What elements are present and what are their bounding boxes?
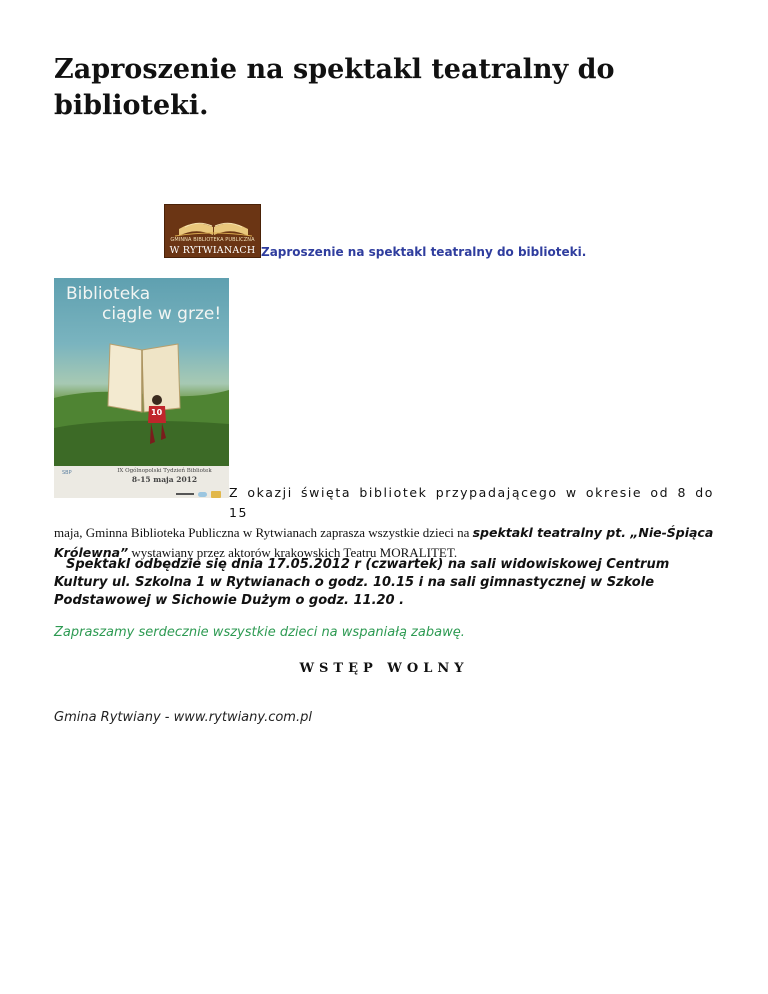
event-poster bbox=[54, 278, 229, 498]
library-logo bbox=[164, 204, 261, 258]
page-title: Zaproszenie na spektakl teatralny do biblioteki. bbox=[54, 54, 615, 121]
performance-details: Spektakl odbędzie się dnia 17.05.2012 r (czwartek) na sali widowiskowej Centrum Kultury ul. Szkolna 1 w Rytwianach o godz. 10.15 i na sali gimnastycznej w Szkole Podstawowej w Sichowie Dużym o godz. 11.20 . bbox=[54, 557, 670, 608]
intro-text-after: wystawiany przez aktorów krakowskich Teatru MORALITET. bbox=[128, 545, 458, 560]
logo-text-line2: W RYTWIANACH bbox=[169, 245, 256, 256]
poster-title-line1: Biblioteka bbox=[66, 284, 151, 304]
library-logo-row bbox=[164, 204, 586, 258]
article-title-link[interactable]: Zaproszenie na spektakl teatralny do biblioteki. bbox=[261, 245, 587, 259]
logo-text-line1: GMINNA BIBLIOTEKA PUBLICZNA bbox=[170, 237, 255, 243]
intro-emphasis: spektakl teatralny pt. „Nie-Śpiąca Królewna” bbox=[54, 525, 714, 560]
free-entry-notice: WSTĘP WOLNY bbox=[299, 661, 469, 676]
poster-badge: SBP bbox=[62, 470, 72, 476]
poster-dates: 8-15 maja 2012 bbox=[131, 475, 198, 484]
player-number: 10 bbox=[151, 408, 163, 417]
poster-title-line2: ciągle w grze! bbox=[102, 304, 222, 324]
invitation-text: Zapraszamy serdecznie wszystkie dzieci na wspaniałą zabawę. bbox=[54, 625, 465, 640]
intro-paragraph bbox=[54, 483, 714, 563]
intro-first-line: Z okazji święta bibliotek przypadającego w okresie od 8 do 15 bbox=[229, 485, 714, 520]
intro-text-before: maja, Gminna Biblioteka Publiczna w Rytwianach zaprasza wszystkie dzieci na bbox=[54, 525, 473, 540]
source-credit: Gmina Rytwiany - www.rytwiany.com.pl bbox=[54, 710, 312, 725]
poster-event-name: IX Ogólnopolski Tydzień Bibliotek bbox=[117, 468, 212, 474]
